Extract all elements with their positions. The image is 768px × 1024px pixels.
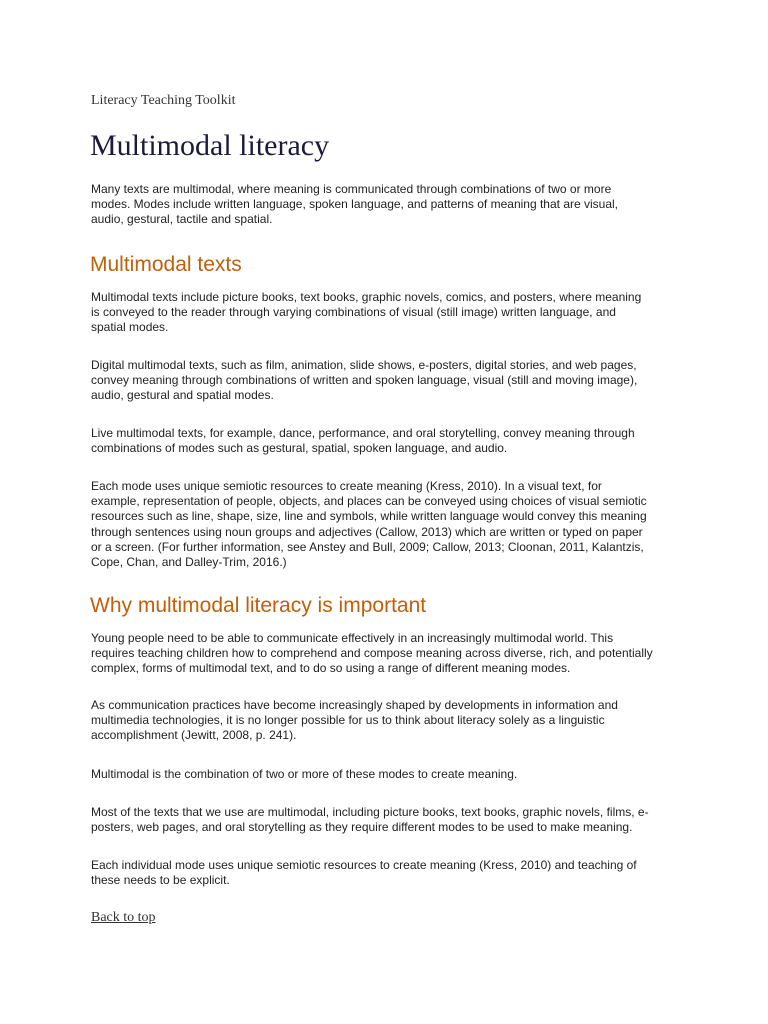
intro-paragraph: Many texts are multimodal, where meaning is communicated through combinations of two or more modes. Modes include written language, spoken language, and patterns of meaning that are visual, audio, gestural, tactile and spatial.: [91, 182, 619, 227]
paragraph-digital-texts: Digital multimodal texts, such as film, animation, slide shows, e-posters, digital stories, and web pages, convey meaning through combinations of written and spoken language, visual (still and moving image), audio, gestural and spatial modes.: [91, 358, 638, 403]
section-heading-multimodal-texts: Multimodal texts: [90, 253, 242, 276]
back-to-top-link[interactable]: Back to top: [91, 910, 156, 925]
paragraph-live-texts: Live multimodal texts, for example, dance, performance, and oral storytelling, convey meaning through combinations of modes such as gestural, spatial, spoken language, and audio.: [91, 426, 635, 456]
paragraph-individual-mode: Each individual mode uses unique semiotic resources to create meaning (Kress, 2010) and teaching of these needs to be explicit.: [91, 858, 637, 888]
page-title: Multimodal literacy: [90, 129, 330, 162]
paragraph-communication-practices: As communication practices have become increasingly shaped by developments in information and multimedia technologies, it is no longer possible for us to think about literacy solely as a linguistic accomplishment (Jewitt, 2008, p. 241).: [91, 698, 618, 743]
paragraph-young-people: Young people need to be able to communicate effectively in an increasingly multimodal world. This requires teaching children how to comprehend and compose meaning across diverse, rich, and potentially complex, forms of multimodal text, and to do so using a range of different meaning modes.: [91, 631, 653, 676]
paragraph-semiotic-resources: Each mode uses unique semiotic resources to create meaning (Kress, 2010). In a visual text, for example, representation of people, objects, and places can be conveyed using choices of visual semiotic resources such as line, shape, size, line and symbols, while written language would convey this meaning through sentences using noun groups and adjectives (Callow, 2013) which are written or typed on paper or a screen. (For further information, see Anstey and Bull, 2009; Callow, 2013; Cloonan, 2011, Kalantzis, Cope, Chan, and Dalley-Trim, 2016.): [91, 479, 647, 570]
paragraph-most-texts: Most of the texts that we use are multimodal, including picture books, text books, graphic novels, films, e- posters, web pages, and oral storytelling as they require different modes to be used to make meaning.: [91, 805, 649, 835]
paragraph-picture-books: Multimodal texts include picture books, text books, graphic novels, comics, and posters, where meaning is conveyed to the reader through varying combinations of visual (still image) written language, and spatial modes.: [91, 290, 642, 335]
breadcrumb: Literacy Teaching Toolkit: [91, 93, 236, 108]
paragraph-combination: Multimodal is the combination of two or more of these modes to create meaning.: [91, 767, 518, 781]
section-heading-why-important: Why multimodal literacy is important: [90, 594, 427, 617]
